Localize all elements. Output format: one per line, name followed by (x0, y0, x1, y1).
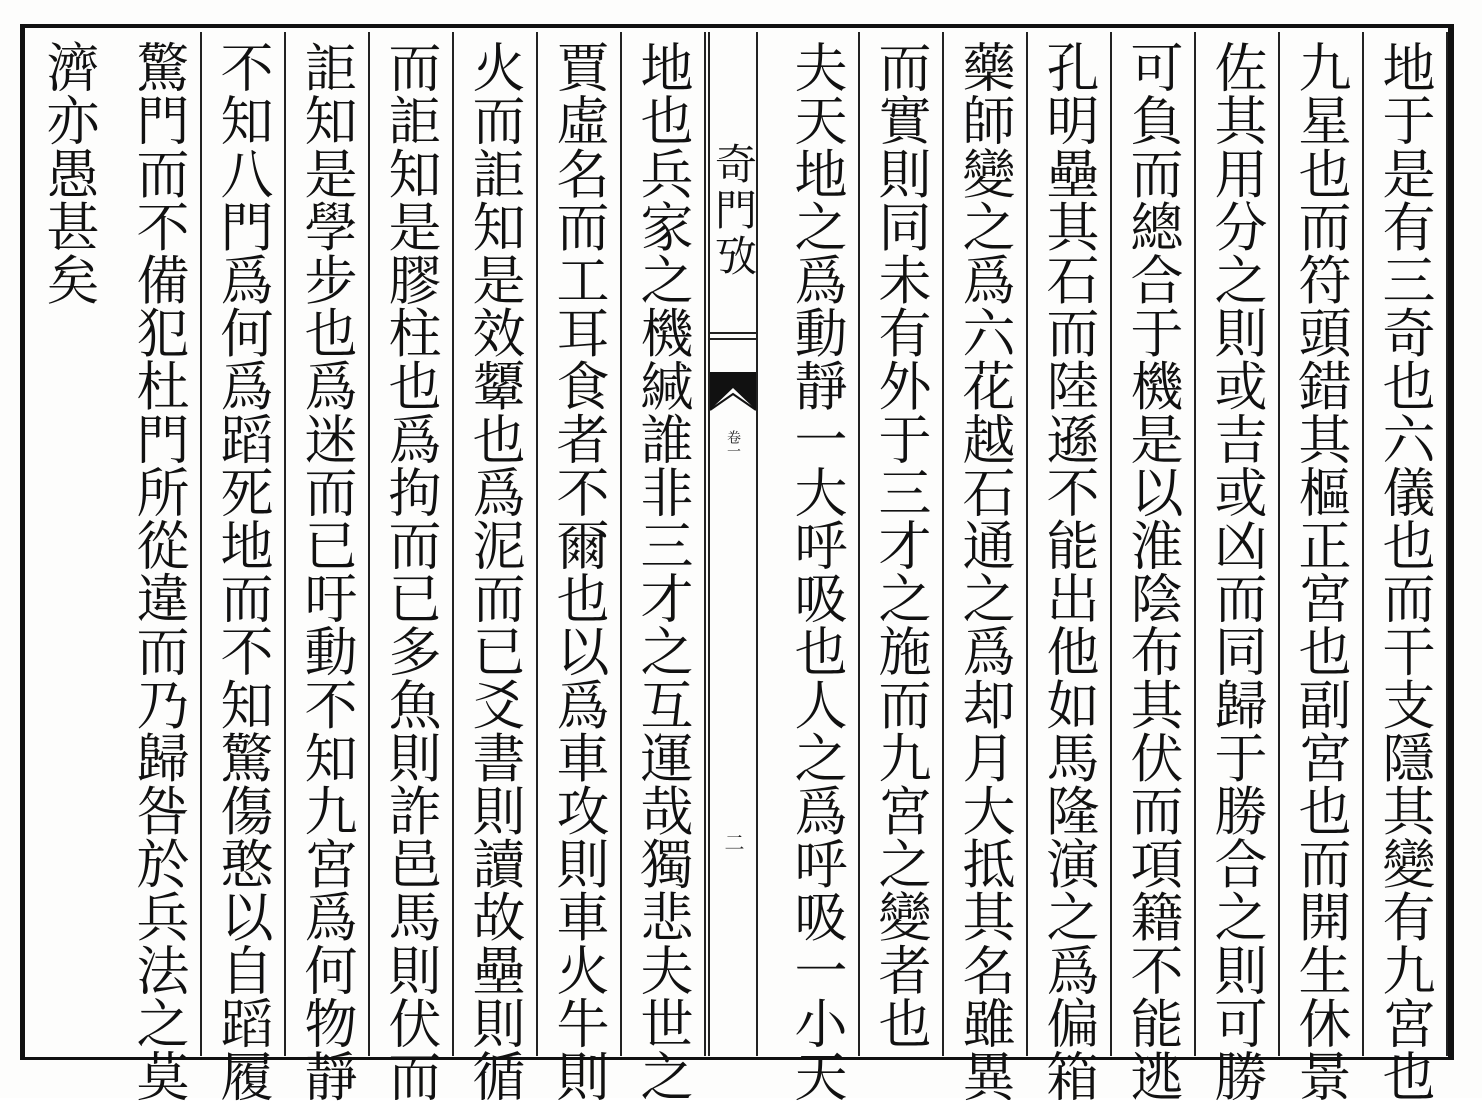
volume-label: 卷一 (725, 430, 741, 458)
text-column-9 (622, 32, 706, 1102)
column-text: 而詎知是膠柱也爲拘而已多魚則詐邑馬則伏而 (380, 40, 441, 1102)
column-text: 火而詎知是效顰也爲泥而已爻書則讀故壘則循 (464, 40, 525, 1102)
page-number: 二 (721, 832, 745, 852)
book-title: 奇門攷 (709, 142, 758, 280)
text-column-11 (454, 32, 538, 1102)
text-column-6 (944, 32, 1028, 1102)
text-column-12 (370, 32, 454, 1102)
fold-rule (710, 338, 756, 340)
text-column-8 (776, 32, 860, 1102)
text-column-7 (860, 32, 944, 1056)
fold-rule (710, 332, 756, 334)
column-text: 九星也而符頭錯其樞正宮也副宮也而開生休景 (1290, 40, 1351, 1102)
column-text: 驚門而不備犯杜門所從違而乃歸咎於兵法之莫 (128, 40, 189, 1102)
text-column-2 (1280, 32, 1364, 1102)
column-text: 孔明壘其石而陸遜不能出他如馬隆演之爲偏箱 (1038, 40, 1099, 1102)
column-text: 濟亦愚甚矣 (38, 40, 99, 306)
fishtail-mark (710, 372, 756, 412)
column-text: 詎知是學步也爲迷而已吁動不知九宮爲何物靜 (296, 40, 357, 1102)
column-text: 地于是有三奇也六儀也而干支隱其變有九宮也 (1374, 40, 1435, 1102)
column-text: 而實則同未有外于三才之施而九宮之變者也 (870, 40, 931, 1049)
column-text: 夫天地之爲動靜一大呼吸也人之爲呼吸一小天 (786, 40, 847, 1102)
text-column-13 (286, 32, 370, 1102)
text-column-16 (26, 32, 110, 1056)
column-text: 不知八門爲何爲蹈死地而不知驚傷憨以自蹈履 (212, 40, 273, 1102)
column-text: 賈虛名而工耳食者不爾也以爲車攻則車火牛則 (548, 40, 609, 1102)
text-column-4 (1112, 32, 1196, 1102)
text-column-10 (538, 32, 622, 1102)
text-column-14 (202, 32, 286, 1102)
text-column-5 (1028, 32, 1112, 1102)
column-text: 可負而總合于機是以淮陰布其伏而項籍不能逃 (1122, 40, 1183, 1102)
center-fold (708, 32, 758, 1056)
text-column-15 (110, 32, 202, 1102)
column-text: 佐其用分之則或吉或凶而同歸于勝合之則可勝 (1206, 40, 1267, 1102)
column-text: 地也兵家之機緘誰非三才之互運哉獨悲夫世之 (632, 40, 693, 1102)
column-text: 藥師變之爲六花越石通之爲却月大抵其名雖異 (954, 40, 1015, 1102)
text-column-3 (1196, 32, 1280, 1102)
text-column-1 (1364, 32, 1448, 1102)
